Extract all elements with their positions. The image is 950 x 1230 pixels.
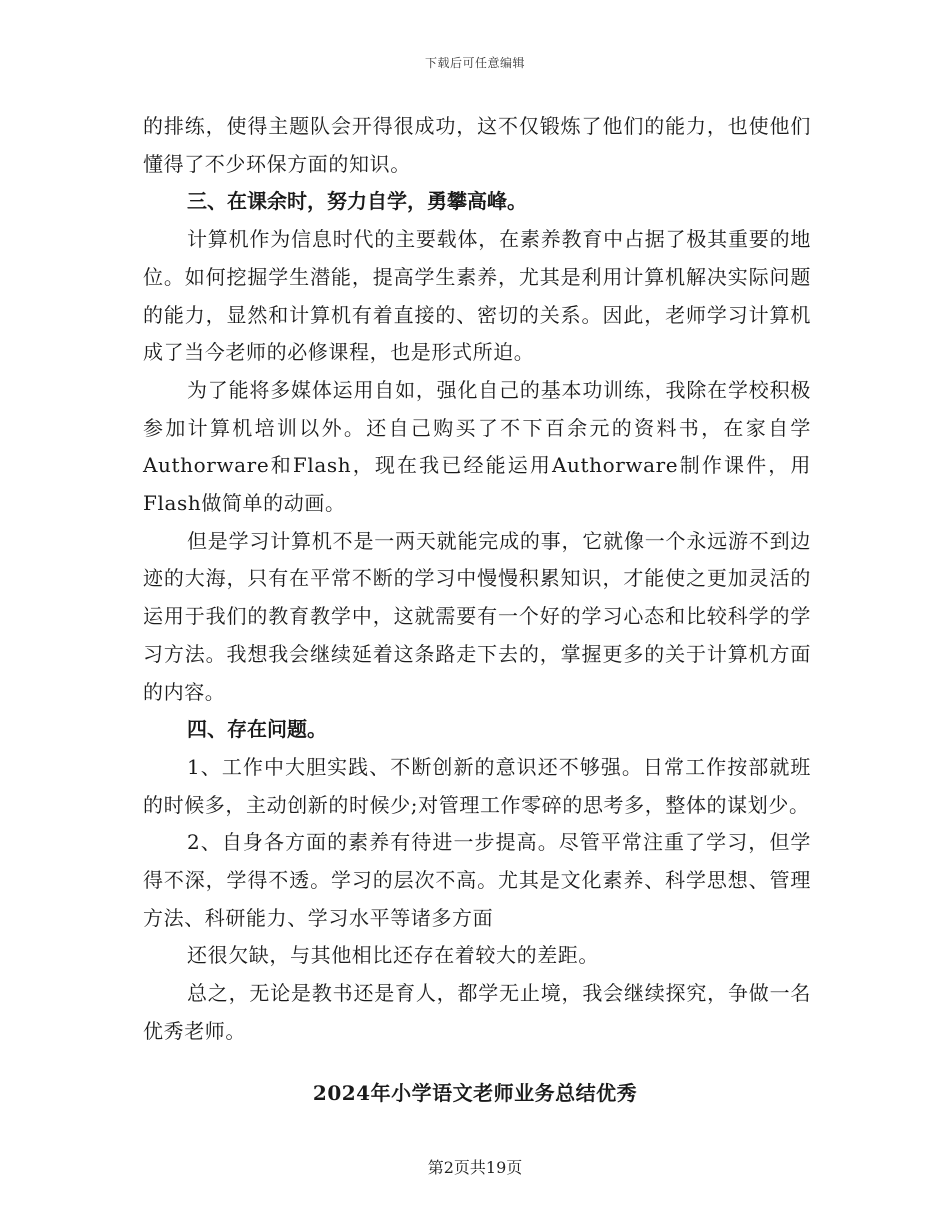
paragraph: 还很欠缺，与其他相比还存在着较大的差距。 <box>187 943 599 968</box>
page-number-footer: 第2页共19页 <box>427 1158 523 1177</box>
paragraph: 为了能将多媒体运用自如，强化自己的基本功训练，我除在学校积极参加计算机培训以外。还自己购买了不下百余元的资料书，在家自学Authorware和Flash，现在我已经能运用Authorware制作课件，用Flash做简单的动画。 <box>143 377 811 516</box>
paragraph: 1、工作中大胆实践、不断创新的意识还不够强。日常工作按部就班的时候多，主动创新的时候少;对管理工作零碎的思考多，整体的谋划少。 <box>143 754 811 817</box>
section-heading: 三、在课余时，努力自学，勇攀高峰。 <box>187 189 527 214</box>
paragraph: 总之，无论是教书还是育人，都学无止境，我会继续探究，争做一名优秀老师。 <box>143 981 811 1043</box>
paragraph: 2、自身各方面的素养有待进一步提高。尽管平常注重了学习，但学得不深，学得不透。学习的层次不高。尤其是文化素养、科学思想、管理方法、科研能力、学习水平等诸多方面 <box>143 830 811 930</box>
section-heading: 四、存在问题。 <box>187 717 327 742</box>
paragraph: 但是学习计算机不是一两天就能完成的事，它就像一个永远游不到边迹的大海，只有在平常不断的学习中慢慢积累知识，才能使之更加灵活的运用于我们的教育教学中，这就需要有一个好的学习心态和比较科学的学习方法。我想我会继续延着这条路走下去的，掌握更多的关于计算机方面的内容。 <box>143 528 811 704</box>
next-section-title: 2024年小学语文老师业务总结优秀 <box>312 1081 638 1105</box>
document-body <box>143 108 811 1051</box>
paragraph: 的排练，使得主题队会开得很成功，这不仅锻炼了他们的能力，也使他们懂得了不少环保方面的知识。 <box>143 114 811 176</box>
header-note: 下载后可任意编辑 <box>424 56 525 70</box>
paragraph: 计算机作为信息时代的主要载体，在素养教育中占据了极其重要的地位。如何挖掘学生潜能，提高学生素养，尤其是利用计算机解决实际问题的能力，显然和计算机有着直接的、密切的关系。因此，老师学习计算机成了当今老师的必修课程，也是形式所迫。 <box>143 227 811 365</box>
